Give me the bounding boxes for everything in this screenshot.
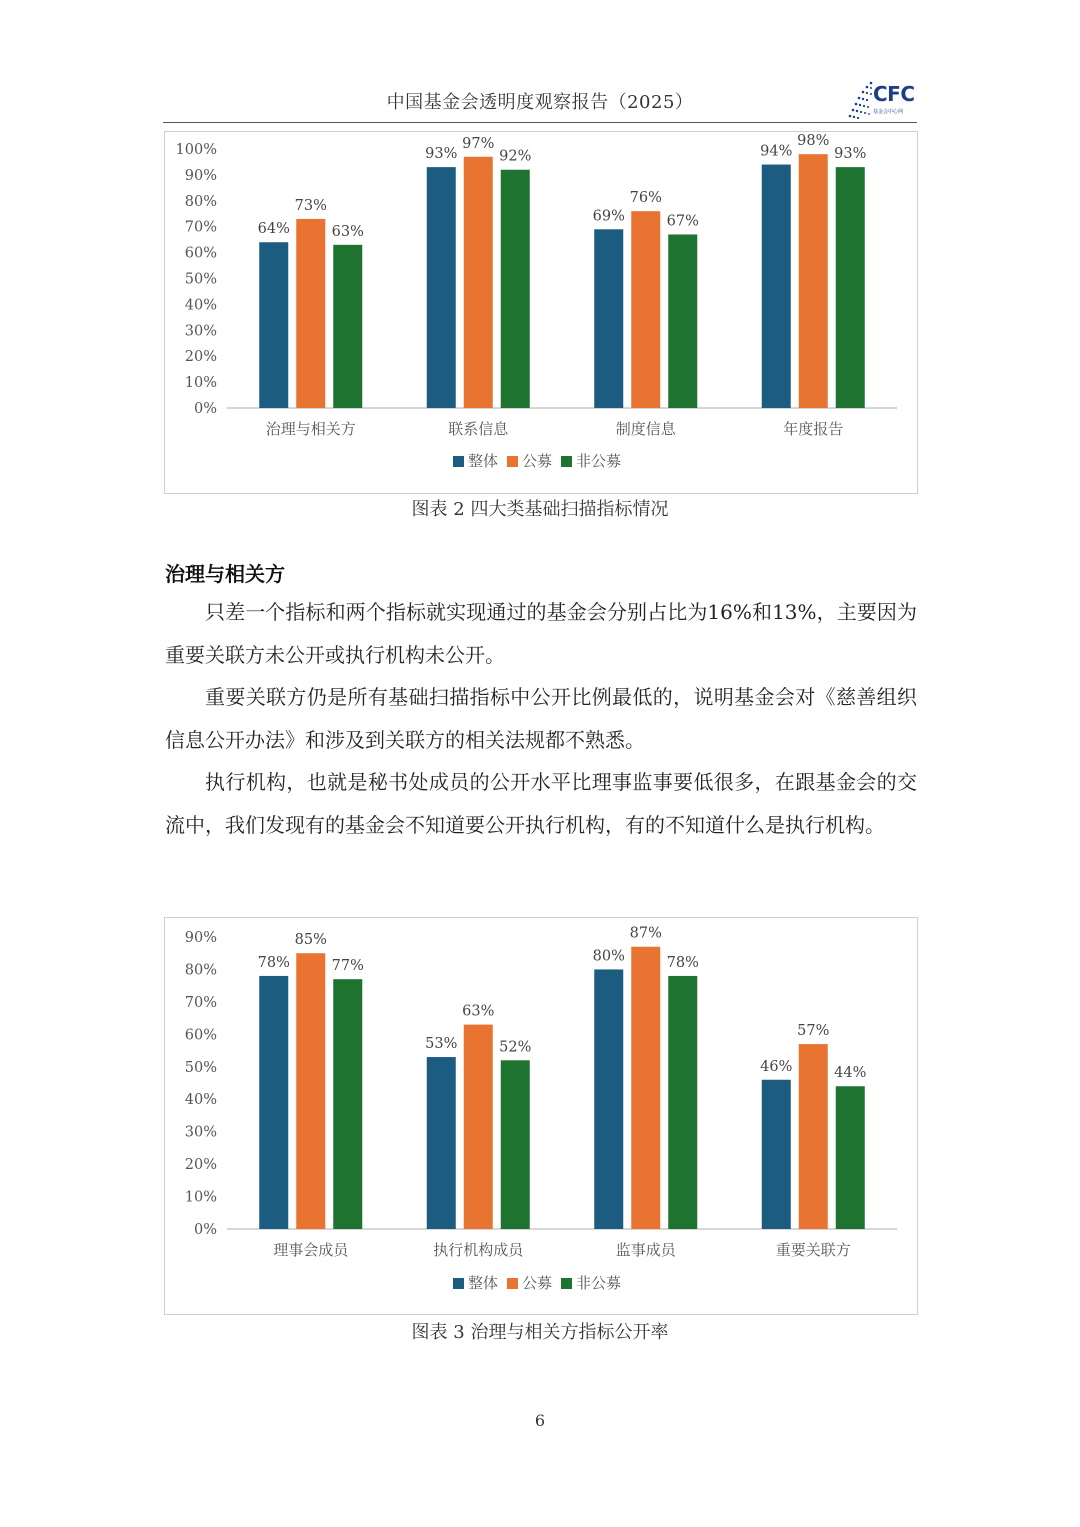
- bar-公募-制度信息: [631, 211, 660, 408]
- legend-swatch-公募: [507, 1278, 518, 1289]
- bar-value-label: 93%: [834, 146, 867, 163]
- bar-value-label: 46%: [760, 1058, 793, 1075]
- y-tick-label: 80%: [184, 962, 217, 979]
- paragraph-1: 只差一个指标和两个指标就实现通过的基金会分别占比为16%和13%，主要因为重要关联方未公开或执行机构未公开。: [165, 600, 917, 667]
- y-tick-label: 60%: [184, 245, 217, 262]
- bar-value-label: 98%: [797, 133, 830, 150]
- legend-swatch-非公募: [561, 1278, 572, 1289]
- chart-four-categories: [164, 131, 918, 494]
- y-tick-label: 10%: [184, 375, 217, 392]
- bar-公募-年度报告: [799, 154, 828, 408]
- bar-公募-执行机构成员: [464, 1025, 493, 1229]
- y-tick-label: 0%: [193, 1222, 217, 1238]
- bar-公募-重要关联方: [799, 1044, 828, 1229]
- logo-subtext: 基金会中心网: [873, 109, 904, 115]
- bar-非公募-执行机构成员: [501, 1060, 530, 1229]
- paragraph-3: 执行机构，也就是秘书处成员的公开水平比理事监事要低很多，在跟基金会的交流中，我们发现有的基金会不知道要公开执行机构，有的不知道什么是执行机构。: [165, 770, 917, 837]
- bar-value-label: 52%: [499, 1039, 532, 1056]
- legend-label: 整体: [468, 1274, 499, 1292]
- bar-公募-理事会成员: [296, 953, 325, 1229]
- bar-value-label: 67%: [666, 213, 699, 230]
- bar-非公募-重要关联方: [836, 1086, 865, 1229]
- page-number: 6: [534, 1411, 546, 1430]
- category-label: 联系信息: [448, 420, 509, 438]
- y-tick-label: 90%: [184, 930, 217, 946]
- y-tick-label: 70%: [184, 994, 217, 1011]
- category-label: 重要关联方: [775, 1241, 851, 1259]
- bar-非公募-制度信息: [668, 234, 697, 408]
- y-tick-label: 50%: [184, 1059, 217, 1076]
- logo-text: CFC: [873, 82, 915, 106]
- header-rule: [163, 122, 917, 123]
- bar-整体-年度报告: [762, 165, 791, 408]
- legend-label: 非公募: [576, 452, 622, 470]
- chart-governance-disclosure: [164, 917, 918, 1315]
- bar-整体-监事成员: [594, 969, 623, 1229]
- legend-label: 整体: [468, 452, 499, 470]
- y-tick-label: 40%: [184, 297, 217, 314]
- y-tick-label: 10%: [184, 1189, 217, 1206]
- y-tick-label: 50%: [184, 271, 217, 288]
- category-label: 理事会成员: [273, 1241, 349, 1259]
- bar-value-label: 97%: [462, 135, 495, 152]
- section-heading: 治理与相关方: [165, 562, 285, 586]
- bar-value-label: 57%: [797, 1023, 830, 1040]
- chart-governance-disclosure-svg: [165, 918, 917, 1314]
- bar-value-label: 94%: [760, 143, 793, 160]
- y-tick-label: 60%: [184, 1027, 217, 1044]
- bar-整体-理事会成员: [259, 976, 288, 1229]
- legend-label: 公募: [522, 452, 553, 470]
- bar-公募-联系信息: [464, 157, 493, 408]
- y-tick-label: 0%: [193, 401, 217, 417]
- y-tick-label: 20%: [184, 349, 217, 366]
- bar-整体-重要关联方: [762, 1080, 791, 1229]
- bar-value-label: 53%: [425, 1036, 458, 1053]
- legend-label: 公募: [522, 1274, 553, 1292]
- bar-value-label: 44%: [834, 1065, 867, 1082]
- document-header-title: 中国基金会透明度观察报告（2025）: [386, 92, 694, 113]
- bar-非公募-年度报告: [836, 167, 865, 408]
- bar-公募-监事成员: [631, 947, 660, 1229]
- bar-非公募-联系信息: [501, 170, 530, 408]
- bar-value-label: 78%: [666, 954, 699, 971]
- y-tick-label: 30%: [184, 1124, 217, 1141]
- bar-value-label: 80%: [592, 948, 625, 965]
- bar-整体-联系信息: [427, 167, 456, 408]
- bar-value-label: 78%: [257, 954, 290, 971]
- bar-value-label: 69%: [592, 208, 625, 225]
- y-tick-label: 90%: [184, 167, 217, 184]
- bar-非公募-监事成员: [668, 976, 697, 1229]
- bar-value-label: 73%: [294, 197, 327, 214]
- y-tick-label: 20%: [184, 1157, 217, 1174]
- legend-swatch-整体: [453, 1278, 464, 1289]
- bar-非公募-治理与相关方: [333, 245, 362, 408]
- bar-非公募-理事会成员: [333, 979, 362, 1229]
- bar-value-label: 63%: [331, 223, 364, 240]
- y-tick-label: 80%: [184, 193, 217, 210]
- category-label: 治理与相关方: [265, 420, 356, 438]
- bar-value-label: 92%: [499, 148, 532, 165]
- y-tick-label: 40%: [184, 1092, 217, 1109]
- legend-swatch-整体: [453, 456, 464, 467]
- category-label: 监事成员: [615, 1241, 676, 1259]
- y-tick-label: 70%: [184, 219, 217, 236]
- category-label: 年度报告: [783, 420, 844, 438]
- bar-value-label: 76%: [629, 190, 662, 207]
- legend-swatch-公募: [507, 456, 518, 467]
- bar-value-label: 63%: [462, 1003, 495, 1020]
- legend-label: 非公募: [576, 1274, 622, 1292]
- cfc-logo: [845, 78, 919, 122]
- y-tick-label: 30%: [184, 323, 217, 340]
- chart-four-categories-caption: 图表 2 四大类基础扫描指标情况: [411, 499, 669, 520]
- paragraph-2: 重要关联方仍是所有基础扫描指标中公开比例最低的，说明基金会对《慈善组织信息公开办法》和涉及到关联方的相关法规都不熟悉。: [165, 685, 917, 752]
- bar-公募-治理与相关方: [296, 219, 325, 408]
- bar-value-label: 93%: [425, 146, 458, 163]
- bar-整体-执行机构成员: [427, 1057, 456, 1229]
- bar-value-label: 64%: [257, 221, 290, 238]
- category-label: 制度信息: [615, 420, 676, 438]
- bar-value-label: 77%: [331, 958, 364, 975]
- chart-governance-disclosure-caption: 图表 3 治理与相关方指标公开率: [411, 1322, 669, 1343]
- bar-value-label: 87%: [629, 925, 662, 942]
- y-tick-label: 100%: [175, 142, 217, 158]
- logo-dots-icon: [847, 80, 875, 120]
- chart-four-categories-svg: [165, 132, 917, 493]
- bar-整体-治理与相关方: [259, 242, 288, 408]
- bar-value-label: 85%: [294, 932, 327, 949]
- bar-整体-制度信息: [594, 229, 623, 408]
- category-label: 执行机构成员: [433, 1241, 524, 1259]
- legend-swatch-非公募: [561, 456, 572, 467]
